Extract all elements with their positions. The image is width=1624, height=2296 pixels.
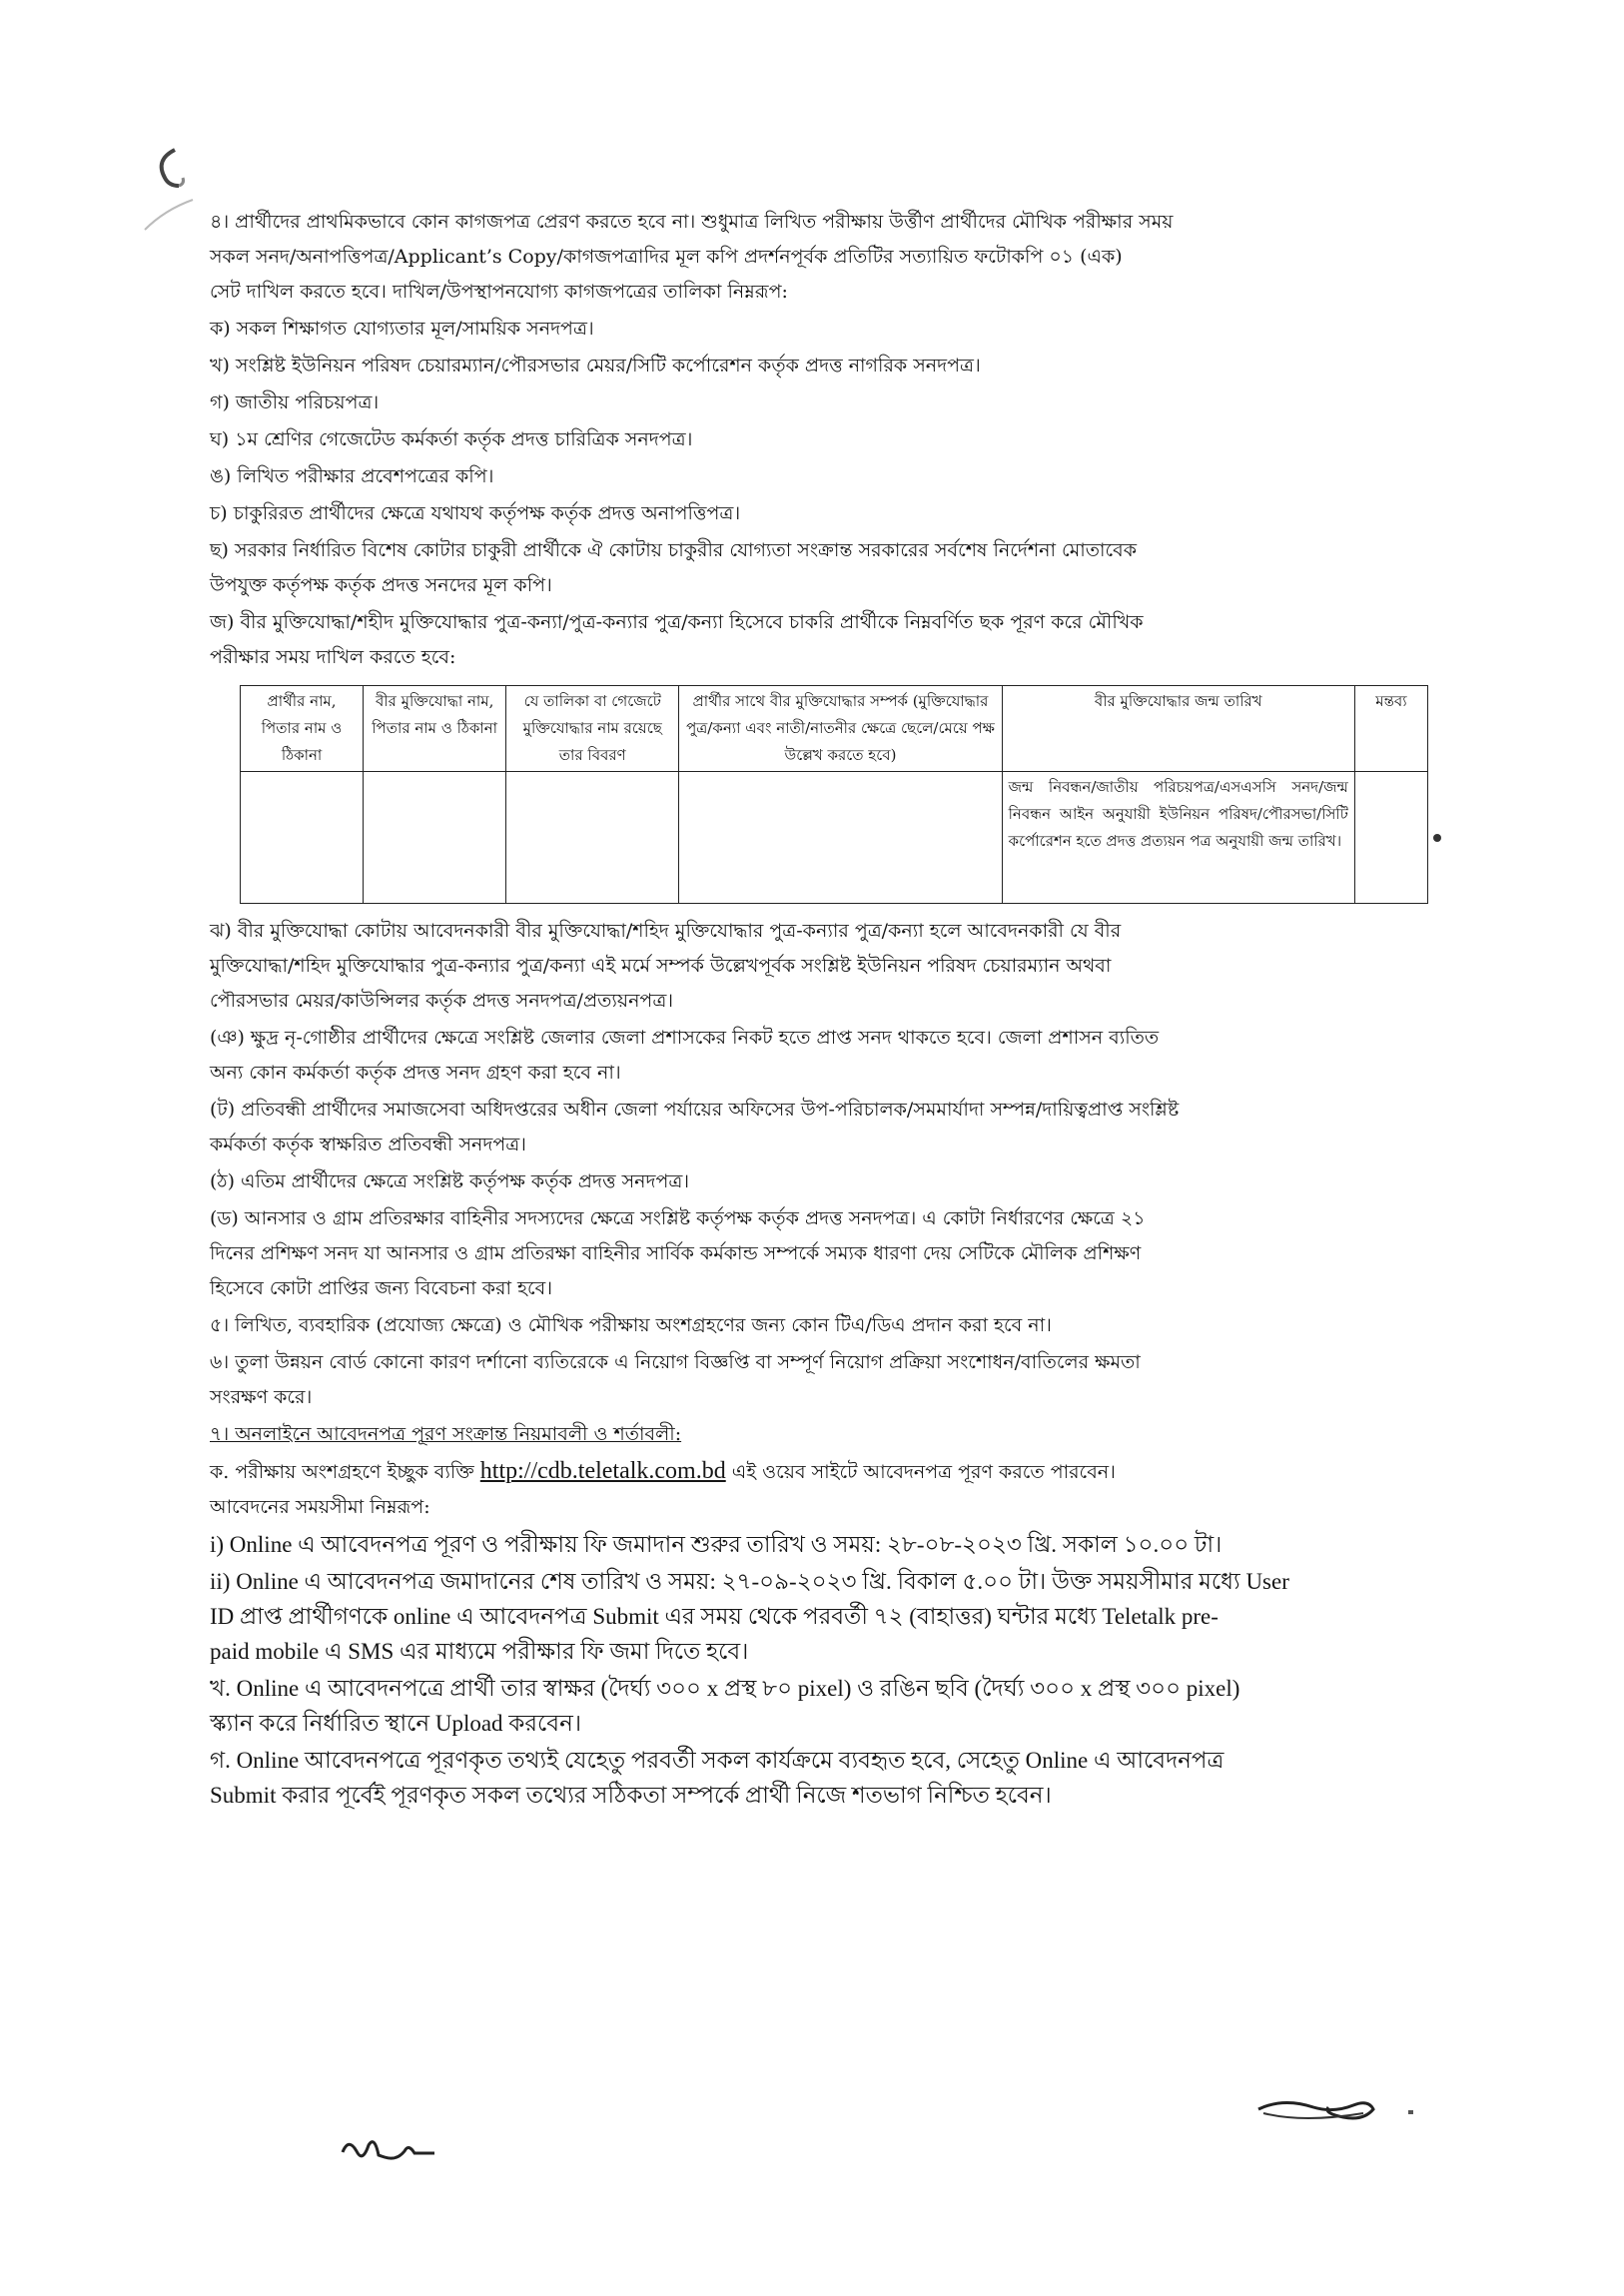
table-row (241, 772, 1428, 904)
item-6-paragraph (210, 1345, 1428, 1415)
doc-item-line: পরীক্ষার সময় দাখিল করতে হবে: (210, 646, 456, 668)
doc-item-ja (210, 605, 1428, 675)
item-7-heading: ৭। অনলাইনে আবেদনপত্র পূরণ সংক্রান্ত নিয়মাবলী ও শর্তাবলী: (210, 1423, 682, 1445)
table-cell-empty (506, 772, 679, 904)
table-cell-empty (241, 772, 364, 904)
punch-hole-shadow-icon (135, 130, 195, 240)
table-header-cell: মন্তব্য (1354, 686, 1427, 772)
document-body (210, 205, 1428, 1815)
item-7-ka (210, 1454, 1428, 1525)
doc-item-ka: ক) সকল শিক্ষাগত যোগ্যতার মূল/সাময়িক সনদপত্র। (210, 318, 594, 340)
item-7-ii-line: ii) Online এ আবেদনপত্র জমাদানের শেষ তারিখ ও সময়: ২৭-০৯-২০২৩ খ্রি. বিকাল ৫.০০ টা। উক্ত সময়সীমার মধ্যে User (210, 1569, 1289, 1594)
doc-item-ta (210, 1093, 1428, 1162)
doc-item-jha (210, 914, 1428, 1019)
doc-item-nya (210, 1021, 1428, 1091)
item-7-ii-line: paid mobile এ SMS এর মাধ্যমে পরীক্ষার ফি জমা দিতে হবে। (210, 1639, 749, 1664)
item-7-ga (210, 1743, 1428, 1813)
doc-item-da (210, 1201, 1428, 1306)
doc-item-chha (210, 533, 1428, 603)
item-7-kha-line: খ. Online এ আবেদনপত্রে প্রার্থী তার স্বাক্ষর (দৈর্ঘ্য ৩০০ x প্রস্থ ৮০ pixel) ও রঙিন ছবি (দৈর্ঘ্য ৩০০ x প্রস্থ ৩০০ pixel) (210, 1676, 1240, 1701)
item-7-ga-line: গ. Online আবেদনপত্রে পূরণকৃত তথ্যই যেহেতু পরবর্তী সকল কার্যক্রমে ব্যবহৃত হবে, সেহেতু Online এ আবেদনপত্র (210, 1748, 1224, 1773)
doc-item-line: (ঞ) ক্ষুদ্র নৃ-গোষ্ঠীর প্রার্থীদের ক্ষেত্রে সংশ্লিষ্ট জেলার জেলা প্রশাসকের নিকট হতে প্রাপ্ত সনদ থাকতে হবে। জেলা প্রশাসন ব্যতিত (210, 1027, 1160, 1049)
doc-item-uma: ঙ) লিখিত পরীক্ষার প্রবেশপত্রের কপি। (210, 465, 494, 487)
doc-item-cha: চ) চাকুরিরত প্রার্থীদের ক্ষেত্রে যথাযথ কর্তৃপক্ষ কর্তৃক প্রদত্ত অনাপত্তিপত্র। (210, 502, 741, 524)
doc-item-line: ছ) সরকার নির্ধারিত বিশেষ কোটার চাকুরী প্রার্থীকে ঐ কোটায় চাকুরীর যোগ্যতা সংক্রান্ত সরকারের সর্বশেষ নির্দেশনা মোতাবেক (210, 539, 1138, 561)
ink-dot (1408, 2110, 1413, 2114)
item-6-line: ৬। তুলা উন্নয়ন বোর্ড কোনো কারণ দর্শানো ব্যতিরেকে এ নিয়োগ বিজ্ঞপ্তি বা সম্পূর্ণ নিয়োগ প্রক্রিয়া সংশোধন/বাতিলের ক্ষমতা (210, 1351, 1141, 1373)
doc-item-line: পৌরসভার মেয়র/কাউন্সিলর কর্তৃক প্রদত্ত সনদপত্র/প্রত্যয়নপত্র। (210, 990, 674, 1012)
item-7-kha (210, 1671, 1428, 1741)
item-7-ka-prefix: ক. পরীক্ষায় অংশগ্রহণে ইচ্ছুক ব্যক্তি (210, 1461, 474, 1483)
application-url-link[interactable]: http://cdb.teletalk.com.bd (479, 1458, 726, 1484)
doc-item-line: (ট) প্রতিবন্ধী প্রার্থীদের সমাজসেবা অধিদপ্তরের অধীন জেলা পর্যায়ের অফিসের উপ-পরিচালক/সমমার্যাদা সম্পন্ন/দায়িত্বপ্রাপ্ত সংশ্লিষ্ট (210, 1099, 1180, 1121)
item-7-i: i) Online এ আবেদনপত্র পূরণ ও পরীক্ষায় ফি জমাদান শুরুর তারিখ ও সময়: ২৮-০৮-২০২৩ খ্রি. সকাল ১০.০০ টা। (210, 1532, 1222, 1557)
birth-date-note: জন্ম নিবন্ধন/জাতীয় পরিচয়পত্র/এসএসসি সনদ/জন্ম নিবন্ধন আইন অনুযায়ী ইউনিয়ন পরিষদ/পৌরসভা/সিটি কর্পোরেশন হতে প্রদত্ত প্রত্যয়ন পত্র অনুযায়ী জন্ম তারিখ। (1002, 772, 1354, 904)
table-header-cell: বীর মুক্তিযোদ্ধার জন্ম তারিখ (1002, 686, 1354, 772)
doc-item-line: (ড) আনসার ও গ্রাম প্রতিরক্ষার বাহিনীর সদস্যদের ক্ষেত্রে সংশ্লিষ্ট কর্তৃপক্ষ কর্তৃক প্রদত্ত সনদপত্র। এ কোটা নির্ধারণের ক্ষেত্রে ২১ (210, 1207, 1146, 1229)
item-5-paragraph: ৫। লিখিত, ব্যবহারিক (প্রযোজ্য ক্ষেত্রে) ও মৌখিক পরীক্ষায় অংশগ্রহণের জন্য কোন টিএ/ডিএ প্রদান করা হবে না। (210, 1314, 1052, 1336)
doc-item-ga: গ) জাতীয় পরিচয়পত্র। (210, 391, 380, 413)
initials-mark-icon (335, 2127, 444, 2177)
item-4-line: সকল সনদ/অনাপত্তিপত্র/Applicant’s Copy/কাগজপত্রাদির মূল কপি প্রদর্শনপূর্বক প্রতিটির সত্যায়িত ফটোকপি ০১ (এক) (210, 246, 1123, 268)
table-cell-empty (1354, 772, 1427, 904)
table-header-row (241, 686, 1428, 772)
doc-item-line: উপযুক্ত কর্তৃপক্ষ কর্তৃক প্রদত্ত সনদের মূল কপি। (210, 574, 552, 596)
signature-mark-icon (1253, 2087, 1403, 2137)
doc-item-line: হিসেবে কোটা প্রাপ্তির জন্য বিবেচনা করা হবে। (210, 1277, 553, 1299)
item-7-ii (210, 1564, 1428, 1669)
item-4-line: সেট দাখিল করতে হবে। দাখিল/উপস্থাপনযোগ্য কাগজপত্রের তালিকা নিম্নরূপ: (210, 281, 788, 303)
item-7-ga-line: Submit করার পূর্বেই পূরণকৃত সকল তথ্যের সঠিকতা সম্পর্কে প্রার্থী নিজে শতভাগ নিশ্চিত হবেন। (210, 1783, 1052, 1808)
item-6-line: সংরক্ষণ করে। (210, 1386, 313, 1408)
doc-item-kha: খ) সংশ্লিষ্ট ইউনিয়ন পরিষদ চেয়ারম্যান/পৌরসভার মেয়র/সিটি কর্পোরেশন কর্তৃক প্রদত্ত নাগরিক সনদপত্র। (210, 355, 981, 377)
ink-dot (1433, 834, 1441, 842)
table-header-cell: বীর মুক্তিযোদ্ধা নাম, পিতার নাম ও ঠিকানা (364, 686, 506, 772)
doc-item-tha: (ঠ) এতিম প্রার্থীদের ক্ষেত্রে সংশ্লিষ্ট কর্তৃপক্ষ কর্তৃক প্রদত্ত সনদপত্র। (210, 1170, 690, 1192)
table-cell-empty (679, 772, 1002, 904)
item-7-kha-line: স্ক্যান করে নির্ধারিত স্থানে Upload করবেন। (210, 1711, 582, 1736)
freedom-fighter-table (240, 685, 1428, 904)
item-7-ii-line: ID প্রাপ্ত প্রার্থীগণকে online এ আবেদনপত্র Submit এর সময় থেকে পরবর্তী ৭২ (বাহাত্তর) ঘন্টার মধ্যে Teletalk pre- (210, 1604, 1218, 1629)
item-4-line: ৪। প্রার্থীদের প্রাথমিকভাবে কোন কাগজপত্র প্রেরণ করতে হবে না। শুধুমাত্র লিখিত পরীক্ষায় উর্ত্তীণ প্রার্থীদের মৌখিক পরীক্ষার সময় (210, 211, 1174, 233)
table-header-cell: প্রার্থীর সাথে বীর মুক্তিযোদ্ধার সম্পর্ক (মুক্তিযোদ্ধার পুত্র/কন্যা এবং নাতী/নাতনীর ক্ষেত্রে ছেলে/মেয়ে পক্ষ উল্লেখ করতে হবে) (679, 686, 1002, 772)
item-7-ka-line2: আবেদনের সময়সীমা নিম্নরূপ: (210, 1496, 430, 1518)
item-4-paragraph (210, 205, 1428, 310)
doc-item-gha: ঘ) ১ম শ্রেণির গেজেটেড কর্মকর্তা কর্তৃক প্রদত্ত চারিত্রিক সনদপত্র। (210, 428, 693, 450)
doc-item-line: জ) বীর মুক্তিযোদ্ধা/শহীদ মুক্তিযোদ্ধার পুত্র-কন্যা/পুত্র-কন্যার পুত্র/কন্যা হিসেবে চাকরি প্রার্থীকে নিম্নবর্ণিত ছক পূরণ করে মৌখিক (210, 611, 1144, 633)
doc-item-line: দিনের প্রশিক্ষণ সনদ যা আনসার ও গ্রাম প্রতিরক্ষা বাহিনীর সার্বিক কর্মকান্ড সম্পর্কে সম্যক ধারণা দেয় সেটিকে মৌলিক প্রশিক্ষণ (210, 1242, 1142, 1264)
item-7-ka-suffix: এই ওয়েব সাইটে আবেদনপত্র পূরণ করতে পারবেন। (731, 1461, 1116, 1483)
table-header-cell: যে তালিকা বা গেজেটে মুক্তিযোদ্ধার নাম রয়েছে তার বিবরণ (506, 686, 679, 772)
doc-item-line: কর্মকর্তা কর্তৃক স্বাক্ষরিত প্রতিবন্ধী সনদপত্র। (210, 1134, 526, 1155)
table-header-cell: প্রার্থীর নাম, পিতার নাম ও ঠিকানা (241, 686, 364, 772)
table-cell-empty (364, 772, 506, 904)
doc-item-line: ঝ) বীর মুক্তিযোদ্ধা কোটায় আবেদনকারী বীর মুক্তিযোদ্ধা/শহিদ মুক্তিযোদ্ধার পুত্র-কন্যার পুত্র/কন্যা হলে আবেদনকারী যে বীর (210, 920, 1122, 942)
doc-item-line: মুক্তিযোদ্ধা/শহিদ মুক্তিযোদ্ধার পুত্র-কন্যার পুত্র/কন্যা এই মর্মে সম্পর্ক উল্লেখপূর্বক সংশ্লিষ্ট ইউনিয়ন পরিষদ চেয়ারম্যান অথবা (210, 955, 1112, 977)
doc-item-line: অন্য কোন কর্মকর্তা কর্তৃক প্রদত্ত সনদ গ্রহণ করা হবে না। (210, 1062, 621, 1084)
